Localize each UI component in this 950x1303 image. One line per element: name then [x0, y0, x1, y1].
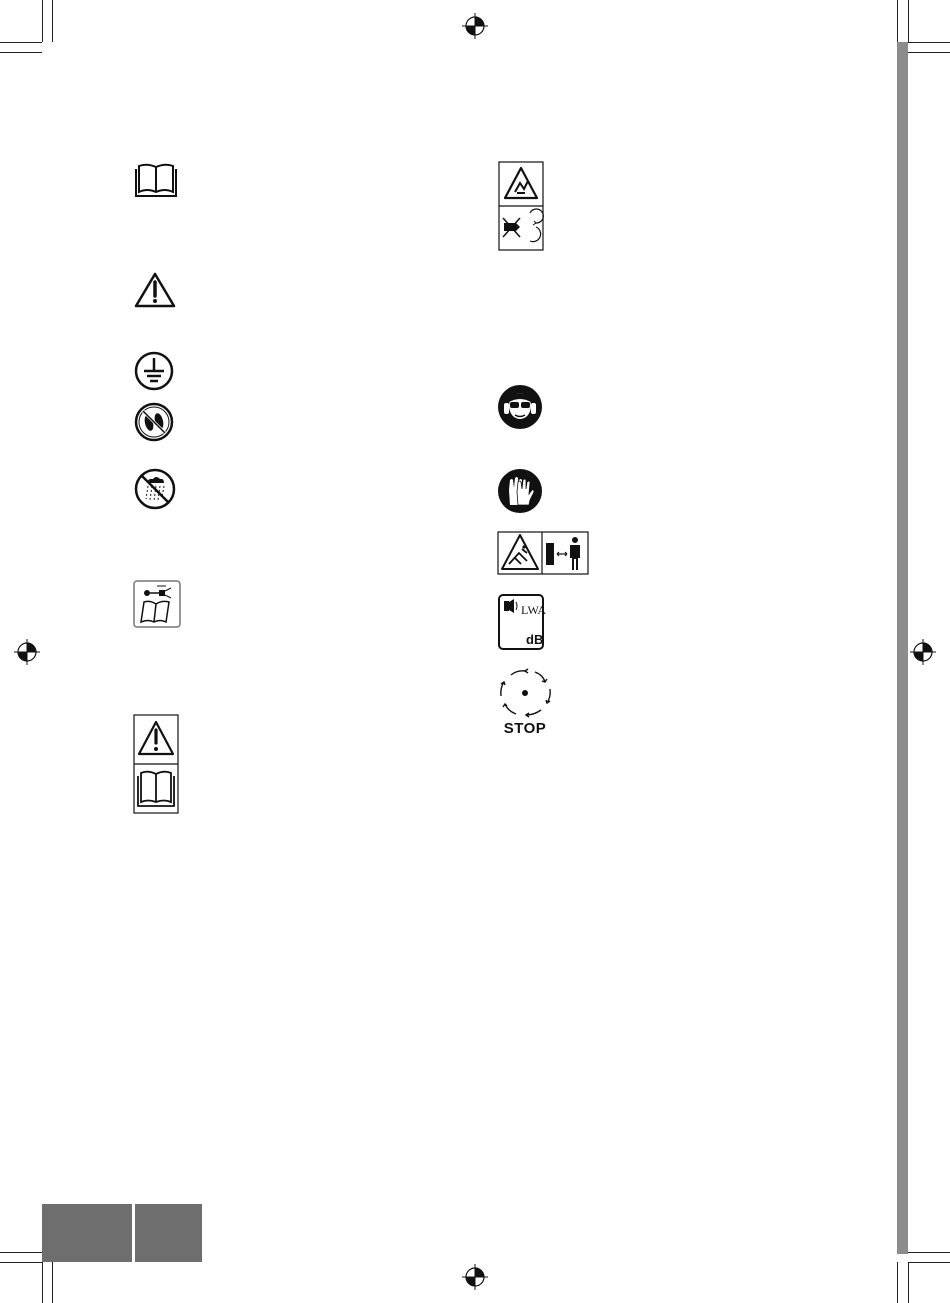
crop-mark	[52, 0, 53, 42]
crop-mark	[897, 0, 898, 42]
crop-mark	[908, 1262, 950, 1263]
warning-read-manual-icon	[133, 714, 179, 814]
sound-unit-label: dB	[526, 632, 544, 647]
registration-mark-icon	[462, 1264, 488, 1290]
crop-mark	[42, 1262, 43, 1303]
keep-bystanders-away-icon	[497, 531, 589, 575]
eye-ear-protection-icon	[497, 384, 543, 430]
no-rain-icon	[133, 467, 177, 511]
sound-power-label: LWA	[521, 603, 547, 617]
wear-gloves-icon	[497, 468, 543, 514]
crop-mark	[0, 52, 42, 53]
registration-mark-icon	[14, 639, 40, 665]
no-bare-feet-icon	[133, 401, 175, 443]
rotation-stop-icon	[497, 667, 555, 719]
crop-mark	[908, 0, 909, 42]
crop-mark	[0, 1252, 42, 1253]
crop-mark	[908, 1262, 909, 1303]
crop-mark	[0, 42, 42, 43]
side-bar	[897, 42, 908, 1254]
crop-mark	[908, 1252, 950, 1253]
blade-injury-warning-icon	[498, 161, 544, 251]
crop-mark	[42, 0, 43, 42]
warning-triangle-icon	[133, 271, 177, 309]
unplug-read-manual-icon	[133, 580, 181, 628]
crop-mark	[0, 1262, 42, 1263]
crop-mark	[52, 1262, 53, 1303]
stop-label: STOP	[503, 720, 547, 737]
registration-mark-icon	[910, 639, 936, 665]
page-tab-right	[135, 1204, 202, 1262]
crop-mark	[908, 52, 950, 53]
registration-mark-icon	[462, 13, 488, 39]
manual-book-icon	[133, 163, 179, 199]
page-tab-left	[42, 1204, 132, 1262]
crop-mark	[908, 42, 950, 43]
crop-mark	[897, 1262, 898, 1303]
protective-earth-icon	[133, 350, 175, 392]
